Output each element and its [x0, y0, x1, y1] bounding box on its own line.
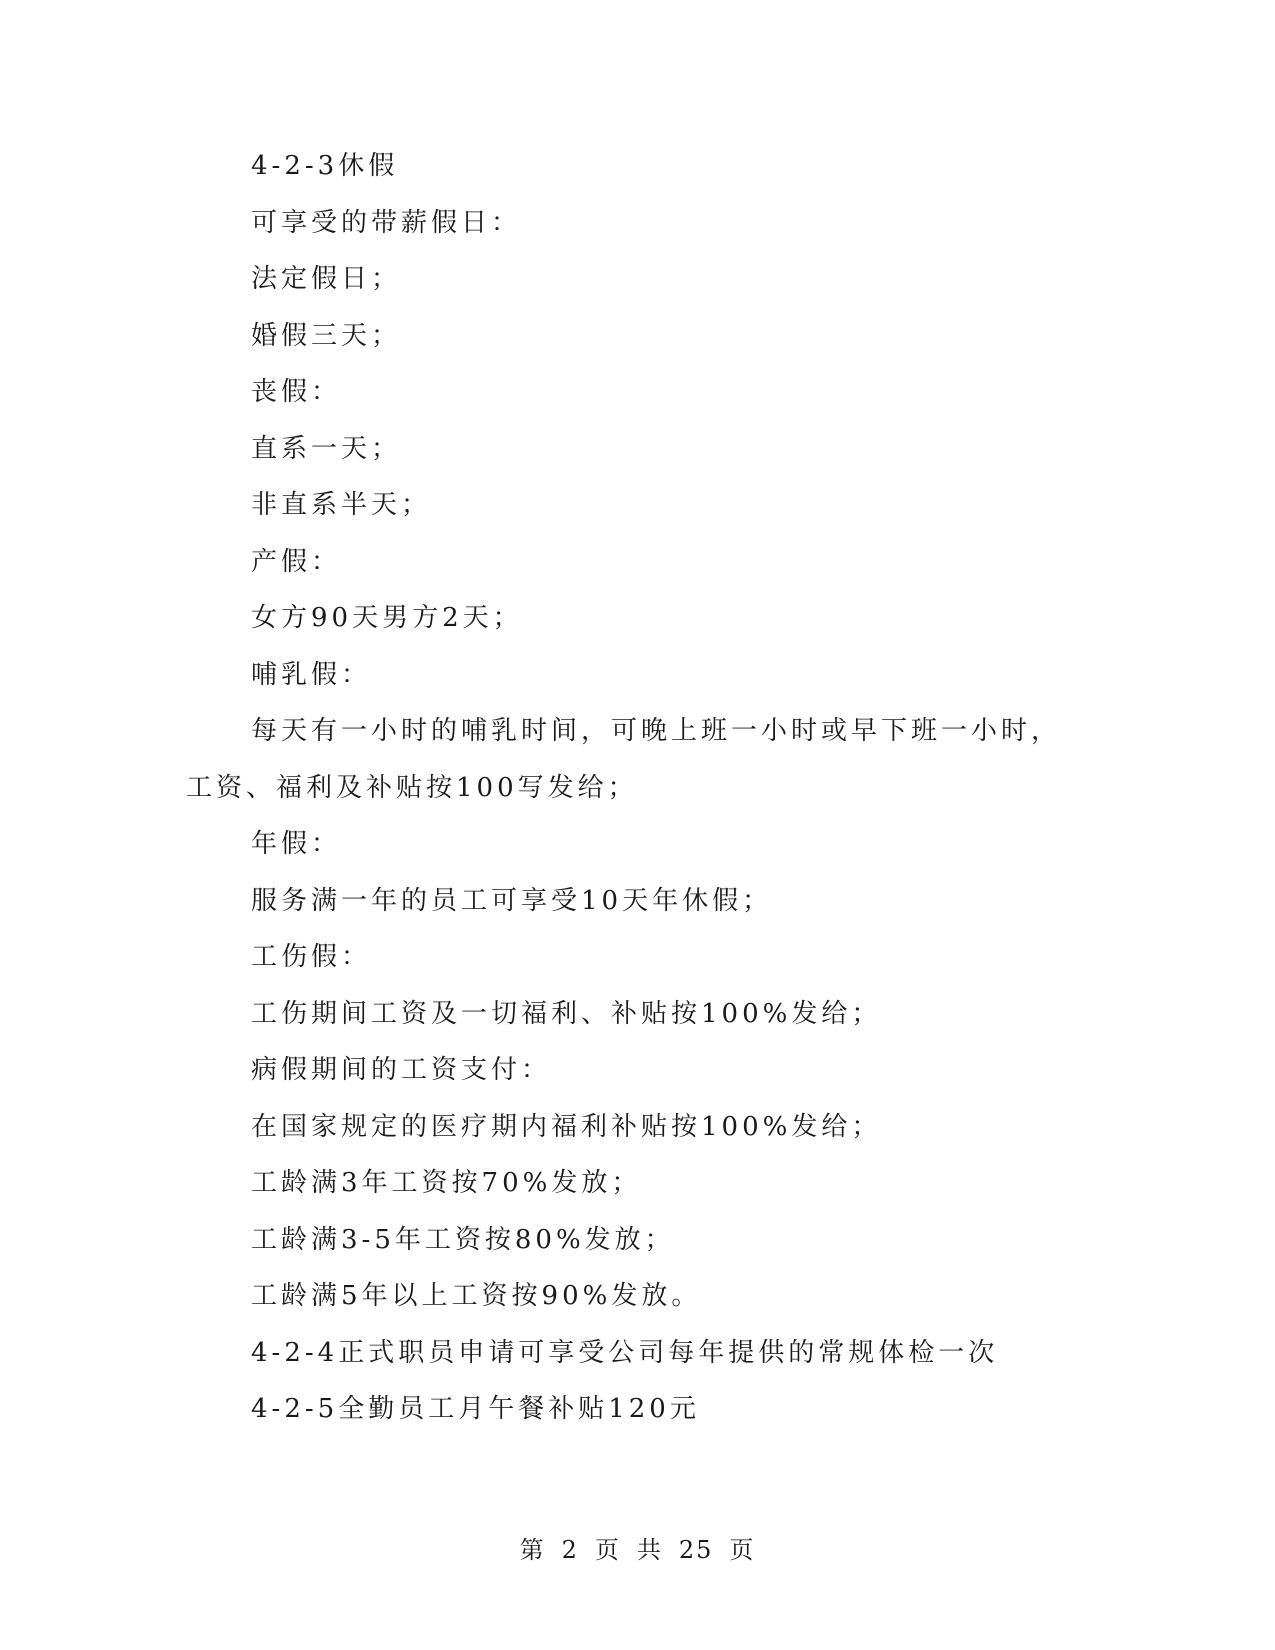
paragraph: 工龄满3年工资按70%发放； — [251, 1168, 642, 1198]
paragraph: 婚假三天； — [251, 320, 402, 351]
paragraph: 哺乳假： — [251, 659, 372, 690]
document-body — [186, 138, 1066, 1438]
paragraph: 可享受的带薪假日： — [251, 207, 522, 238]
paragraph: 直系一天； — [251, 433, 402, 464]
paragraph: 工伤期间工资及一切福利、补贴按100%发给； — [251, 998, 882, 1029]
paragraph: 女方90天男方2天； — [251, 603, 523, 633]
footer-current-page: 2 — [561, 1536, 579, 1564]
paragraph: 工伤假： — [251, 942, 372, 972]
footer-page-word: 页 — [594, 1536, 621, 1564]
footer-suffix: 页 — [729, 1536, 756, 1564]
paragraph: 法定假日； — [251, 264, 402, 294]
footer-total-word: 共 — [636, 1536, 663, 1564]
paragraph: 4-2-3休假 — [251, 151, 399, 181]
footer-total-pages: 25 — [678, 1536, 714, 1564]
paragraph: 工龄满3-5年工资按80%发放； — [251, 1224, 675, 1255]
paragraph: 每天有一小时的哺乳时间，可晚上班一小时或早下班一小时，工资、福利及补贴按100写发给； — [186, 716, 1062, 803]
paragraph: 丧假： — [251, 377, 342, 407]
paragraph: 4-2-5全勤员工月午餐补贴120元 — [251, 1394, 700, 1424]
paragraph: 年假： — [251, 829, 342, 859]
paragraph: 产假： — [251, 546, 342, 577]
page-footer — [0, 1530, 1275, 1565]
paragraph: 工龄满5年以上工资按90%发放。 — [251, 1281, 702, 1311]
footer-prefix: 第 — [519, 1536, 546, 1564]
paragraph: 在国家规定的医疗期内福利补贴按100%发给； — [251, 1111, 882, 1142]
paragraph: 病假期间的工资支付： — [251, 1055, 552, 1085]
paragraph: 服务满一年的员工可享受10天年休假； — [251, 885, 773, 916]
paragraph: 4-2-4正式职员申请可享受公司每年提供的常规体检一次 — [251, 1337, 999, 1368]
paragraph: 非直系半天； — [251, 490, 432, 520]
